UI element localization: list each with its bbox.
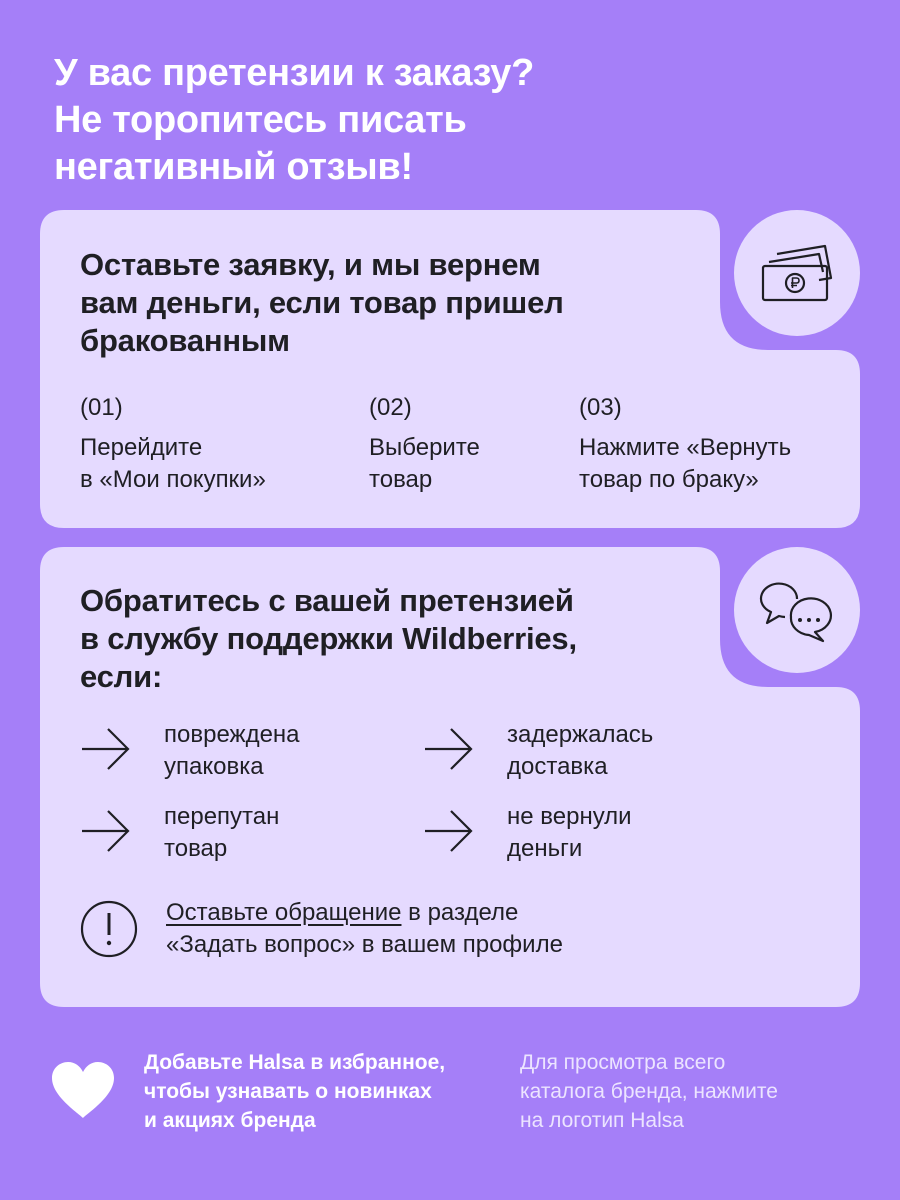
step-number: (02) (369, 394, 412, 421)
step-text-line-1: Нажмите «Вернуть (579, 434, 792, 461)
condition-line-2: доставка (507, 753, 608, 780)
support-title-line-1: Обратитесь с вашей претензией (80, 583, 574, 618)
refund-title-line-2: вам деньги, если товар пришел (80, 285, 564, 320)
leave-request-link[interactable]: Оставьте обращение (166, 899, 402, 926)
condition-line-1: перепутан (164, 803, 280, 830)
step-text-line-2: товар по браку» (579, 466, 759, 493)
step-text-line-2: в «Мои покупки» (80, 466, 266, 493)
catalog-line-1: Для просмотра всего (520, 1051, 726, 1074)
condition-line-2: деньги (507, 835, 583, 862)
note-line-1-rest: в разделе (401, 899, 519, 926)
catalog-hint-text (520, 1048, 778, 1135)
refund-title-line-3: бракованным (80, 323, 290, 358)
step-text-line-2: товар (369, 466, 433, 493)
condition-line-1: не вернули (507, 803, 632, 830)
step-number: (03) (579, 394, 622, 421)
refund-step-1 (80, 392, 266, 496)
heart-icon (50, 1060, 116, 1120)
favorite-brand-text (144, 1048, 445, 1135)
condition-line-2: товар (164, 835, 228, 862)
refund-step-2 (369, 392, 480, 496)
arrow-right-icon (423, 723, 475, 775)
exclamation-icon (80, 900, 138, 958)
fav-line-3: и акциях бренда (144, 1109, 316, 1132)
condition-item (423, 719, 653, 783)
money-bubble (734, 210, 860, 336)
arrow-right-icon (80, 723, 132, 775)
refund-step-3 (579, 392, 791, 496)
condition-line-1: задержалась (507, 721, 654, 748)
chat-bubbles-icon (757, 575, 837, 645)
condition-line-1: повреждена (164, 721, 300, 748)
headline-line-2: Не торопитесь писать (54, 99, 467, 141)
condition-item (80, 719, 300, 783)
headline-line-1: У вас претензии к заказу? (54, 52, 535, 94)
condition-item (80, 801, 279, 865)
fav-line-2: чтобы узнавать о новинках (144, 1080, 432, 1103)
step-text-line-1: Выберите (369, 434, 480, 461)
note-line-2: «Задать вопрос» в вашем профиле (166, 931, 563, 958)
catalog-line-3: на логотип Halsa (520, 1109, 684, 1132)
money-ruble-icon (759, 240, 835, 306)
refund-card (40, 210, 860, 528)
page-headline (54, 50, 854, 191)
fav-line-1: Добавьте Halsa в избранное, (144, 1051, 446, 1074)
support-card (40, 547, 860, 1007)
support-card-title (80, 582, 577, 696)
support-title-line-2: в службу поддержки Wildberries, (80, 621, 577, 656)
headline-line-3: негативный отзыв! (54, 146, 413, 188)
catalog-line-2: каталога бренда, нажмите (520, 1080, 778, 1103)
refund-card-title (80, 246, 564, 360)
step-number: (01) (80, 394, 123, 421)
condition-line-2: упаковка (164, 753, 264, 780)
chat-bubble (734, 547, 860, 673)
arrow-right-icon (80, 805, 132, 857)
condition-item (423, 801, 632, 865)
step-text-line-1: Перейдите (80, 434, 203, 461)
support-title-line-3: если: (80, 659, 163, 694)
refund-title-line-1: Оставьте заявку, и мы вернем (80, 247, 541, 282)
support-note (80, 897, 563, 961)
arrow-right-icon (423, 805, 475, 857)
